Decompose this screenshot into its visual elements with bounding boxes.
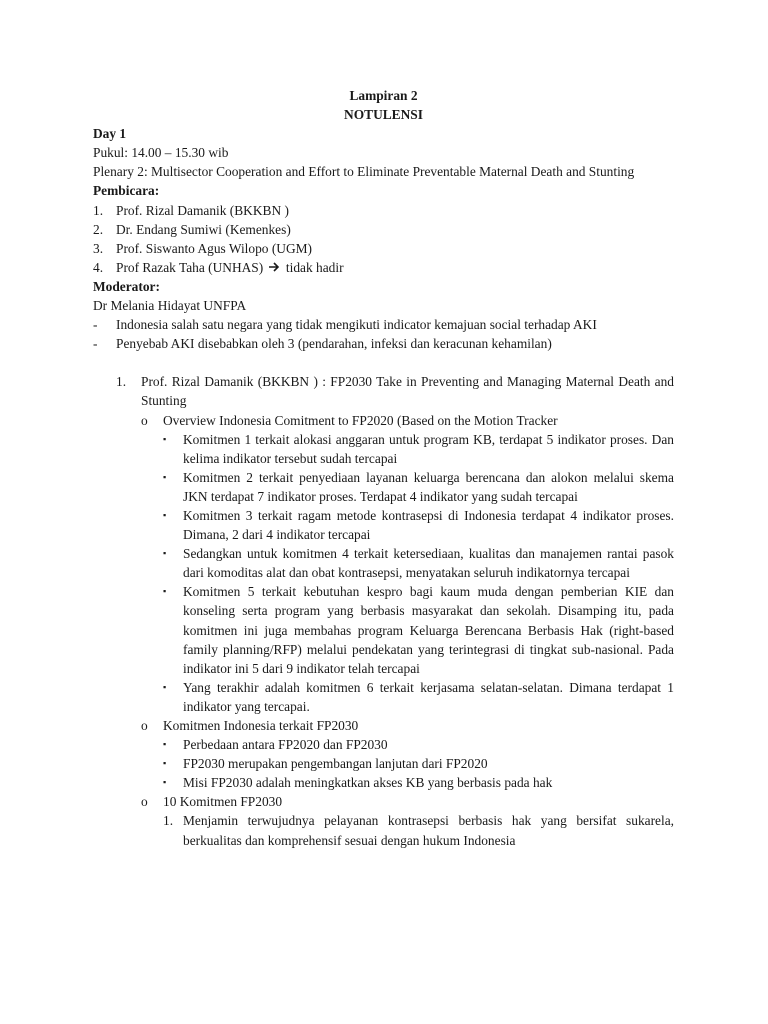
speaker-item [93, 258, 674, 277]
circle-bullet: o [141, 412, 148, 428]
subsection-title: 10 Komitmen FP2030 [163, 794, 283, 810]
subsection-2 [141, 716, 674, 735]
square-bullet-icon: ▪ [163, 586, 167, 597]
subsection-1 [141, 411, 674, 430]
list-number: 1. [116, 374, 127, 390]
document-body [93, 86, 674, 850]
page-subtitle: NOTULENSI [344, 107, 423, 123]
note-item [93, 334, 674, 353]
dash-marker: - [93, 317, 98, 333]
list-item [163, 544, 674, 582]
list-number: 1. [93, 202, 104, 218]
square-bullet-icon: ▪ [163, 548, 167, 559]
list-number: 3. [93, 240, 104, 256]
list-item [163, 773, 674, 792]
list-item [163, 811, 674, 849]
speaker-item [93, 239, 674, 258]
list-item [163, 582, 674, 677]
list-item-text: Yang terakhir adalah komitmen 6 terkait kerjasama selatan-selatan. Dimana terdapat 1 indikator yang tercapai. [183, 679, 674, 714]
speaker-name: Dr. Endang Sumiwi (Kemenkes) [116, 221, 291, 237]
square-bullet-icon: ▪ [163, 681, 167, 692]
square-bullet-icon: ▪ [163, 758, 167, 769]
notes-list [93, 315, 674, 353]
speakers-list [93, 201, 674, 277]
list-item [163, 506, 674, 544]
list-item [163, 754, 674, 773]
list-item-text: Sedangkan untuk komitmen 4 terkait ketersediaan, kualitas dan manajemen rantai pasok dari komoditas alat dan obat kontrasepsi, menyatakan seluruh indikatornya tercapai [183, 546, 674, 581]
subsection-title: Komitmen Indonesia terkait FP2030 [163, 718, 359, 733]
commitments-2030-list [163, 811, 674, 849]
speakers-heading: Pembicara: [93, 183, 160, 199]
dash-marker: - [93, 336, 98, 352]
note-text: Indonesia salah satu negara yang tidak mengikuti indicator kemajuan social terhadap AKI [116, 317, 597, 333]
square-bullet-icon: ▪ [163, 739, 167, 750]
section-title: Prof. Rizal Damanik (BKKBN ) : FP2030 Take in Preventing and Managing Maternal Death and Stunting [141, 374, 674, 409]
speaker-item [93, 220, 674, 239]
subsection-title: Overview Indonesia Comitment to FP2020 (Based on the Motion Tracker [163, 412, 558, 428]
square-bullet-icon: ▪ [163, 433, 167, 444]
note-text: Penyebab AKI disebabkan oleh 3 (pendarahan, infeksi dan keracunan kehamilan) [116, 336, 552, 352]
speaker-name: Prof. Rizal Damanik (BKKBN ) [116, 202, 289, 218]
list-number: 1. [163, 813, 174, 829]
fp2030-list [163, 735, 674, 792]
speaker-item [93, 201, 674, 220]
moderator-heading: Moderator: [93, 278, 160, 294]
time-line: Pukul: 14.00 – 15.30 wib [93, 145, 229, 161]
list-item-text: Komitmen 2 terkait penyediaan layanan keluarga berencana dan alokon melalui skema JKN terdapat 7 indikator proses. Terdapat 4 indikator yang sudah tercapai [183, 469, 674, 504]
list-item-text: Komitmen 1 terkait alokasi anggaran untuk program KB, terdapat 5 indikator proses. Dan kelima indikator tersebut sudah tercapai [183, 431, 674, 466]
list-item-text: Komitmen 5 terkait kebutuhan kespro bagi kaum muda dengan pemberian KIE dan konseling serta program yang berbasis masyarakat dan sekolah. Disamping itu, pada komitmen ini juga membahas program Keluarga Berencana Berbasis Hak (right-based family planning/RFP) melalui pendekatan yang terintegrasi di tingkat sub-nasional. Pada indikator ini 5 dari 9 indikator telah tercapai [183, 584, 674, 676]
speaker-status: tidak hadir [285, 259, 344, 275]
arrow-right-icon [269, 258, 280, 277]
list-item-text: Perbedaan antara FP2020 dan FP2030 [183, 737, 388, 753]
list-number: 4. [93, 259, 104, 275]
list-item [163, 735, 674, 754]
page-title: Lampiran 2 [349, 88, 418, 103]
spacer [93, 353, 674, 372]
commitment-list [163, 430, 674, 716]
speaker-name: Prof. Siswanto Agus Wilopo (UGM) [116, 240, 312, 256]
subsection-3 [141, 792, 674, 811]
list-item-text: FP2030 merupakan pengembangan lanjutan dari FP2020 [183, 756, 488, 772]
moderator-name: Dr Melania Hidayat UNFPA [93, 298, 247, 314]
plenary-title: Plenary 2: Multisector Cooperation and Effort to Eliminate Preventable Maternal Death and Stunting [93, 164, 635, 180]
list-item-text: Misi FP2030 adalah meningkatkan akses KB yang berbasis pada hak [183, 775, 553, 791]
list-item-text: Menjamin terwujudnya pelayanan kontrasepsi berbasis hak yang bersifat sukarela, berkualitas dan komprehensif sesuai dengan hukum Indonesia [183, 813, 674, 848]
list-item [163, 430, 674, 468]
list-item-text: Komitmen 3 terkait ragam metode kontrasepsi di Indonesia terdapat 4 indikator proses. Dimana, 2 dari 4 indikator tercapai [183, 507, 674, 543]
list-item [163, 468, 674, 506]
section-heading [116, 372, 674, 410]
speaker-name: Prof Razak Taha (UNHAS) [116, 259, 264, 275]
square-bullet-icon: ▪ [163, 777, 167, 788]
circle-bullet: o [141, 794, 148, 810]
day-heading: Day 1 [93, 126, 127, 142]
circle-bullet: o [141, 718, 148, 733]
section-1 [116, 372, 674, 410]
note-item [93, 315, 674, 334]
list-number: 2. [93, 221, 104, 237]
list-item [163, 678, 674, 716]
square-bullet-icon: ▪ [163, 471, 167, 482]
square-bullet-icon: ▪ [163, 509, 167, 520]
